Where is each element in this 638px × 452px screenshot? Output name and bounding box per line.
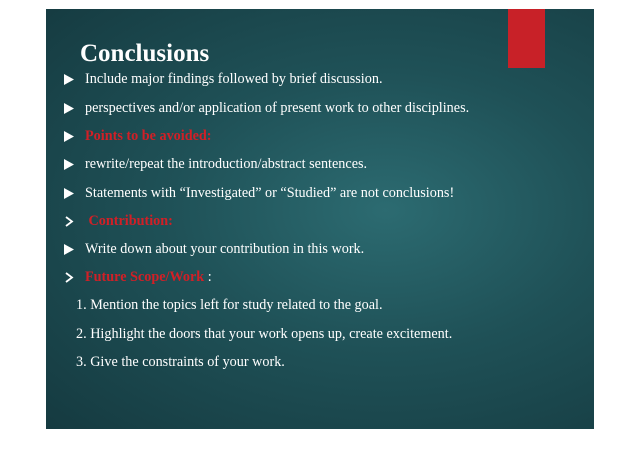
triangle-bullet-icon: [64, 184, 78, 202]
bullet-text: Include major findings followed by brief discussion.: [85, 71, 383, 87]
triangle-bullet-icon: [64, 127, 78, 145]
triangle-bullet-icon: [64, 99, 78, 117]
accent-bar: [508, 9, 545, 68]
triangle-bullet-icon: [64, 240, 78, 258]
numbered-item: 1. Mention the topics left for study related to the goal.: [76, 297, 383, 313]
future-scope-suffix: :: [204, 269, 212, 285]
bullet-text: Statements with “Investigated” or “Studied” are not conclusions!: [85, 185, 455, 201]
bullet-text-highlight: Points to be avoided:: [85, 128, 212, 144]
numbered-item: 3. Give the constraints of your work.: [76, 354, 285, 370]
arrowhead-bullet-icon: [64, 268, 78, 286]
bullet-text-highlight: [85, 268, 212, 286]
bullet-text: Write down about your contribution in this work.: [85, 241, 365, 257]
triangle-bullet-icon: [64, 70, 78, 88]
bullet-text: rewrite/repeat the introduction/abstract sentences.: [85, 156, 368, 172]
future-scope-label: Future Scope/Work: [85, 269, 205, 285]
presentation-slide: [46, 9, 594, 429]
bullet-text: perspectives and/or application of present work to other disciplines.: [85, 100, 470, 116]
arrowhead-bullet-icon: [64, 212, 78, 230]
numbered-item: 2. Highlight the doors that your work opens up, create excitement.: [76, 326, 453, 342]
slide-title: Conclusions: [80, 40, 210, 67]
triangle-bullet-icon: [64, 155, 78, 173]
bullet-text-highlight: Contribution:: [85, 213, 173, 229]
